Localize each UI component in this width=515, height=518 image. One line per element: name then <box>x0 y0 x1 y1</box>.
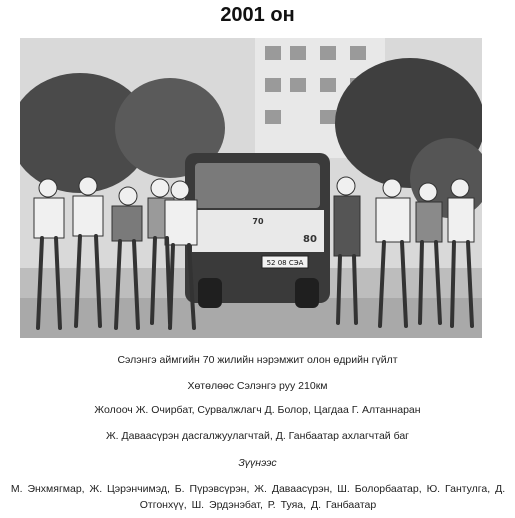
page-title: 2001 он <box>220 4 295 26</box>
caption-line-4: Ж. Даваасүрэн дасгалжуулагчтай, Д. Ганбаатар ахлагчтай баг <box>105 430 410 442</box>
caption-line-2: Хөтөлөөс Сэлэнгэ руу 210км <box>187 380 328 392</box>
caption-line-3: Жолооч Ж. Очирбат, Сурвалжлагч Д. Болор, Цагдаа Г. Алтаннаран <box>94 404 421 416</box>
group-photo <box>20 38 482 338</box>
banner-number-left: 70 <box>252 217 264 226</box>
license-plate: 52 08 СЭА <box>266 259 304 267</box>
participant-names: М. Энхмягмар, Ж. Цэрэнчимэд, Б. Пүрэвсүрэн, Ж. Даваасүрэн, Ш. Болорбаатар, Ю. Гантулга, Д. Отгонхүү, Ш. Эрдэнэбат, Р. Туяа, Д. Ганбаатар <box>10 483 506 511</box>
banner-number-right: 80 <box>303 234 317 245</box>
caption-from-left: Зүүнээс <box>238 457 277 469</box>
bus <box>185 153 330 308</box>
caption-line-1: Сэлэнгэ аймгийн 70 жилийн нэрэмжит олон өдрийн гүйлт <box>117 354 398 366</box>
